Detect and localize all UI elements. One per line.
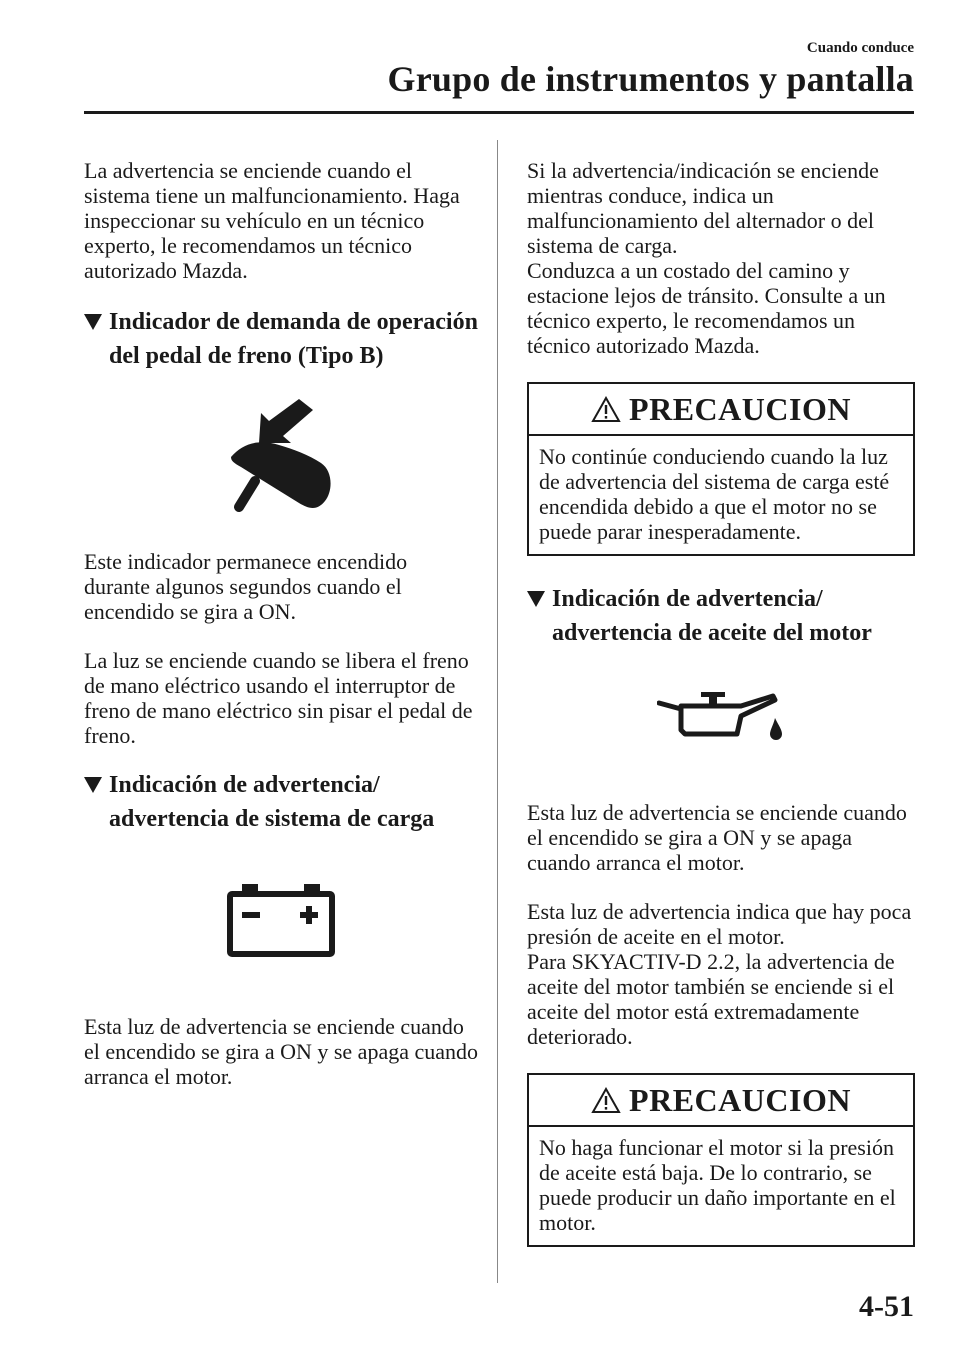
brake-pedal-icon — [221, 397, 341, 517]
oil-can-icon — [657, 690, 787, 748]
caution-text: No continúe conduciendo cuando la luz de advertencia del sistema de carga esté encendida debido a que el motor no se puede parar inesperadamente. — [539, 444, 890, 544]
oil-paragraph-1: Esta luz de advertencia se enciende cuando el encendido se gira a ON y se apaga cuando arranca el motor. — [527, 800, 907, 875]
oil-heading-text: Indicación de advertencia/ advertencia de aceite del motor — [552, 586, 872, 646]
caution-header — [529, 384, 913, 436]
triangle-bullet-icon — [84, 777, 102, 793]
oil-heading — [527, 582, 917, 650]
charge-heading — [84, 768, 478, 836]
left-column — [84, 158, 478, 1113]
caution-text: No haga funcionar el motor si la presión de aceite está baja. De lo contrario, se puede producir un daño importante en el motor. — [539, 1135, 896, 1235]
caution-box-2 — [527, 1073, 915, 1247]
warning-triangle-icon — [591, 1087, 621, 1114]
battery-icon-wrap — [84, 882, 478, 958]
right-column — [527, 158, 917, 1247]
intro-paragraph: La advertencia se enciende cuando el sistema tiene un malfuncionamiento. Haga inspeccionar su vehículo en un técnico experto, le recomendamos un técnico autorizado Mazda. — [84, 158, 460, 283]
triangle-bullet-icon — [84, 314, 102, 330]
oil-icon-wrap — [527, 690, 917, 748]
oil-paragraph-3: Para SKYACTIV-D 2.2, la advertencia de aceite del motor también se enciende si el aceite del motor está extremadamente deteriorado. — [527, 949, 895, 1049]
oil-paragraph-2: Esta luz de advertencia indica que hay poca presión de aceite en el motor. — [527, 899, 912, 949]
brake-paragraph-2: La luz se enciende cuando se libera el freno de mano eléctrico usando el interruptor de freno de mano eléctrico sin pisar el pedal de freno. — [84, 648, 473, 748]
caution-title: PRECAUCION — [629, 390, 851, 427]
column-divider — [497, 140, 498, 1283]
page-title: Grupo de instrumentos y pantalla — [387, 59, 914, 99]
warning-triangle-icon — [591, 396, 621, 423]
charge-paragraph-3: Conduzca a un costado del camino y estacione lejos de tránsito. Consulte a un técnico experto, le recomendamos un técnico autorizado Mazda. — [527, 258, 886, 358]
brake-icon-wrap — [84, 397, 478, 517]
section-label: Cuando conduce — [806, 40, 914, 56]
header-rule — [84, 111, 914, 114]
charge-heading-text: Indicación de advertencia/ advertencia de sistema de carga — [109, 772, 435, 832]
page-number: 4-51 — [859, 1290, 914, 1323]
caution-header — [529, 1075, 913, 1127]
brake-paragraph-1: Este indicador permanece encendido durante algunos segundos cuando el encendido se gira a ON. — [84, 549, 408, 624]
brake-heading — [84, 305, 478, 373]
caution-title: PRECAUCION — [629, 1081, 851, 1118]
charge-paragraph-1: Esta luz de advertencia se enciende cuando el encendido se gira a ON y se apaga cuando arranca el motor. — [84, 1014, 479, 1089]
caution-box-1 — [527, 382, 915, 556]
charge-paragraph-2: Si la advertencia/indicación se enciende mientras conduce, indica un malfuncionamiento del alternador o del sistema de carga. — [527, 158, 879, 258]
battery-icon — [226, 882, 336, 958]
brake-heading-text: Indicador de demanda de operación del pedal de freno (Tipo B) — [109, 309, 478, 369]
triangle-bullet-icon — [527, 591, 545, 607]
